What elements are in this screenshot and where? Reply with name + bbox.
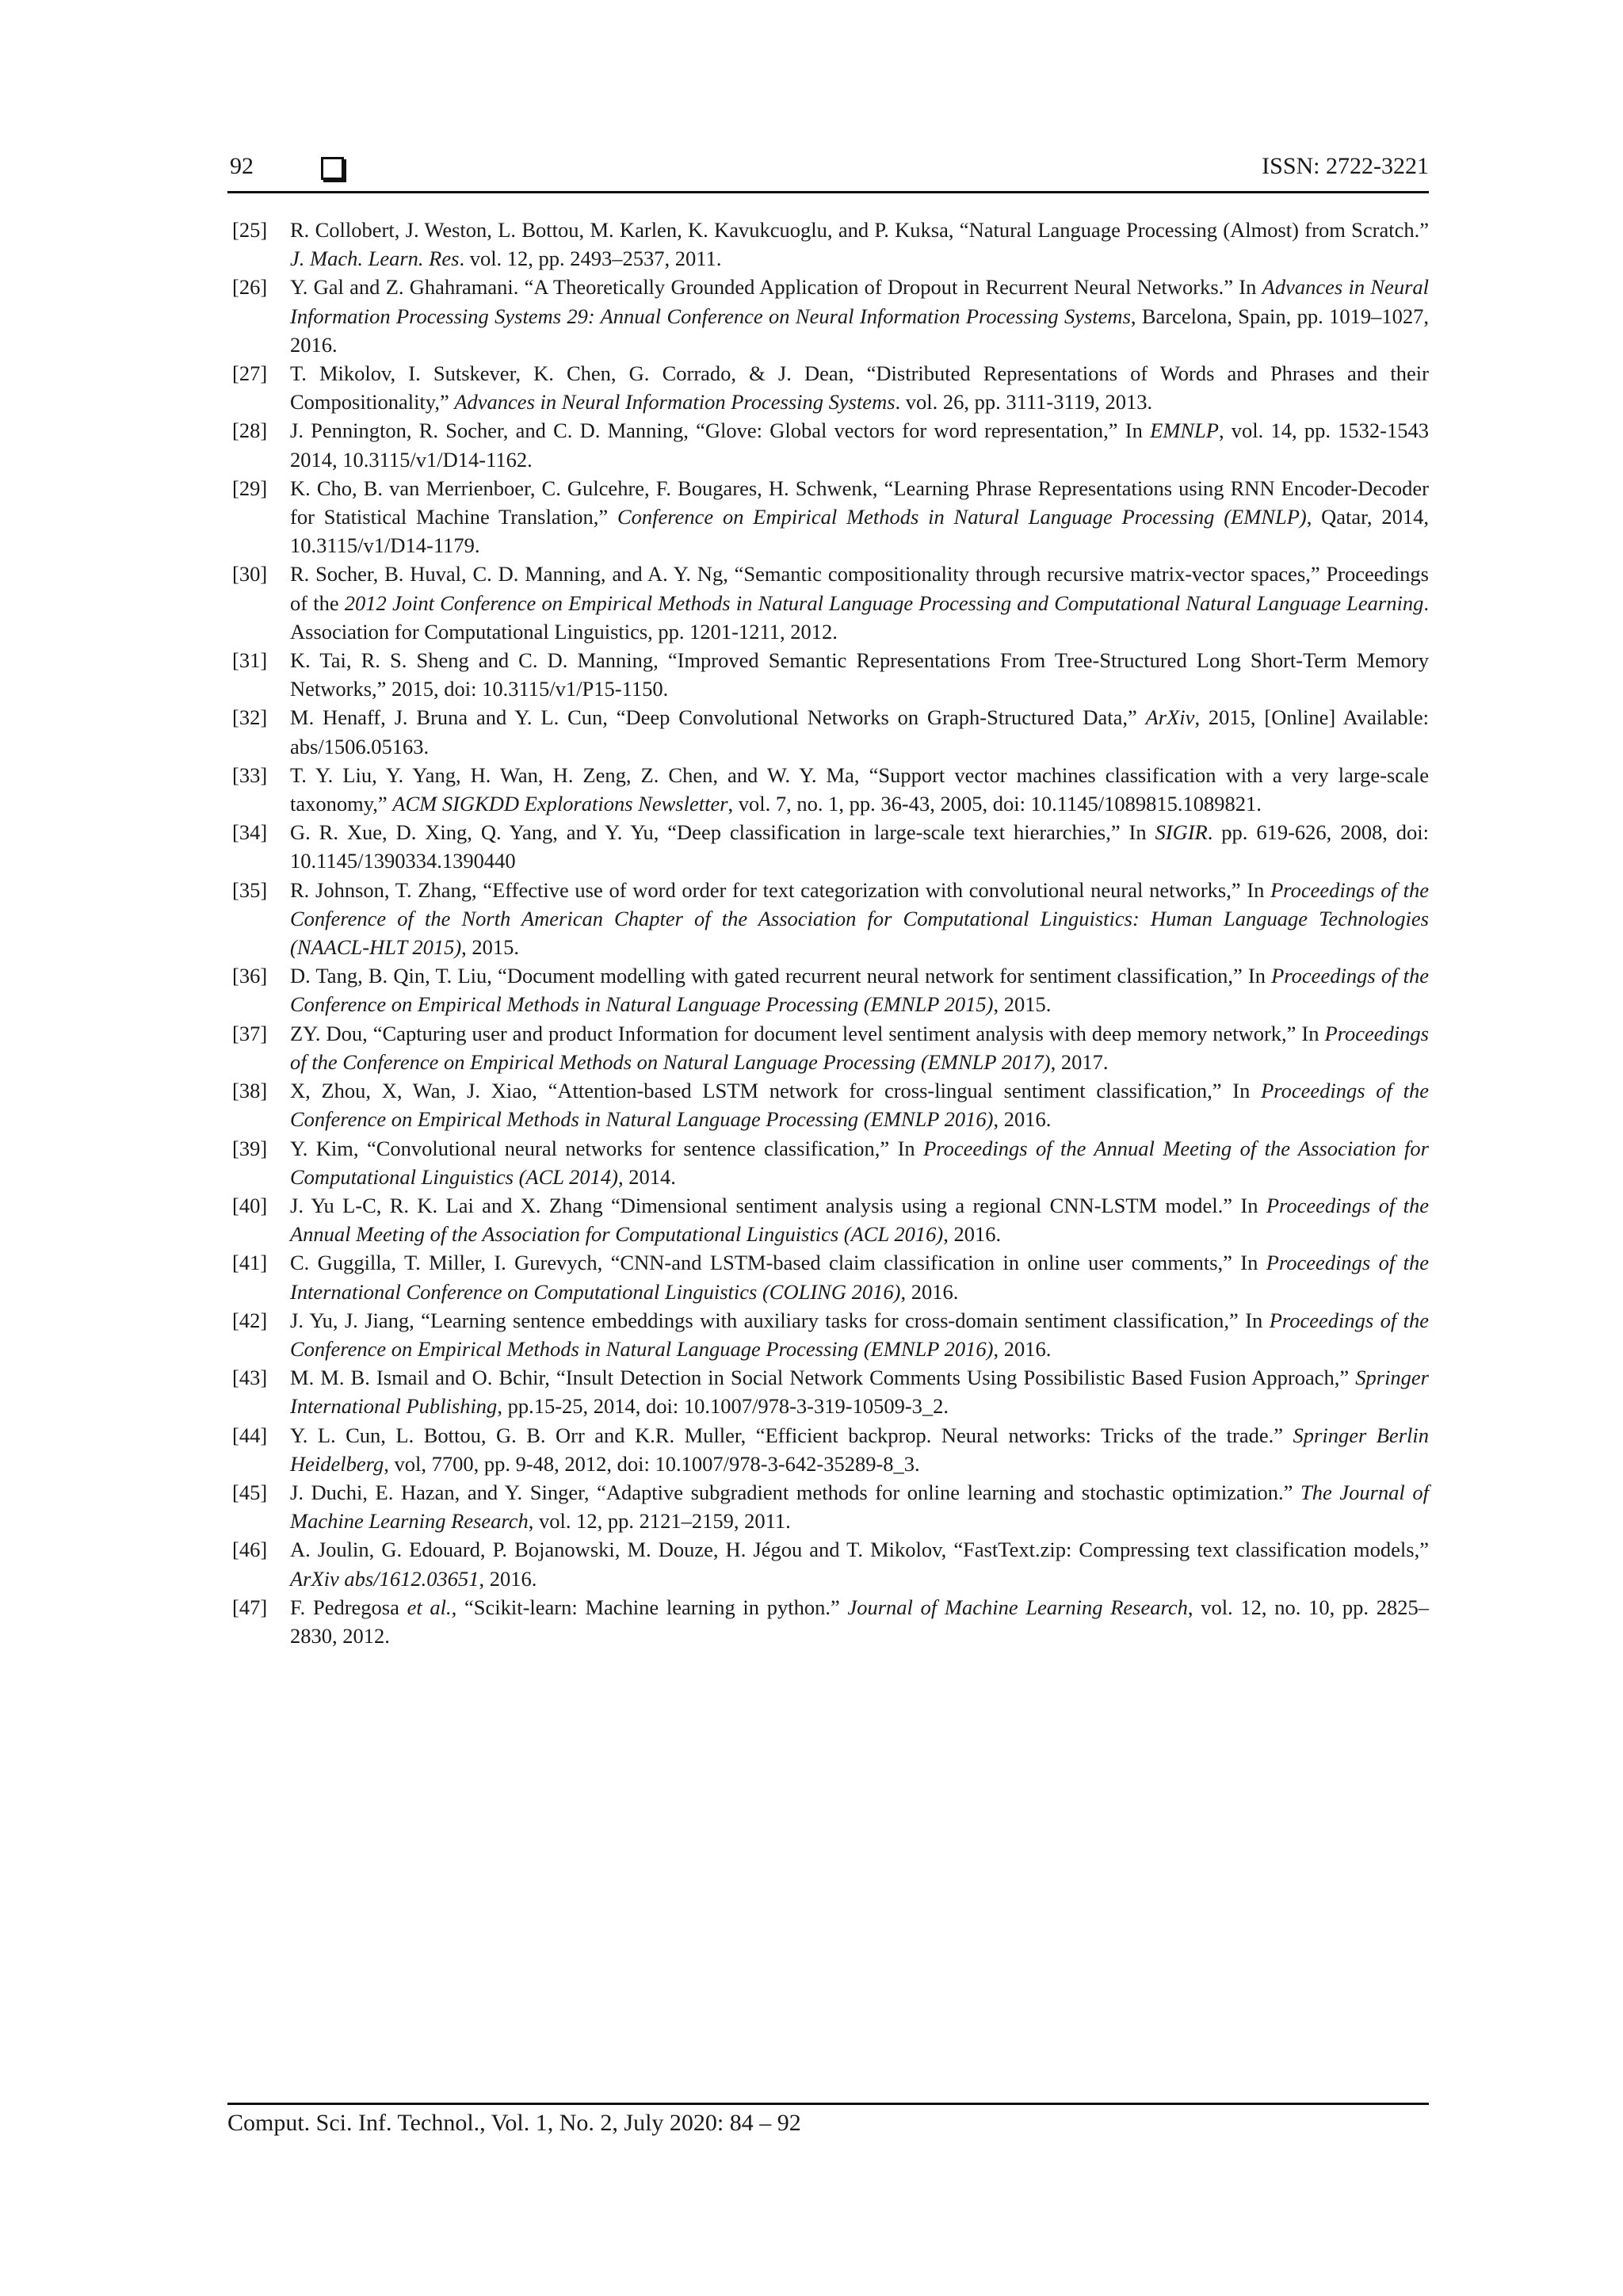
reference-number: [36] (232, 964, 268, 988)
reference-segment: T. Y. Liu, Y. Yang, H. Wan, H. Zeng, Z. Chen, and W. Y. Ma, “Support vector machines classification with a very large-scale taxonomy,” (290, 762, 1429, 816)
reference-segment: . pp. 619-626, 2008, doi: 10.1145/1390334.1390440 (290, 820, 1429, 873)
reference-italic-segment: Advances in Neural Information Processing Systems (454, 390, 896, 415)
reference-segment: , vol. 12, no. 10, pp. 2825–2830, 2012. (290, 1595, 1429, 1648)
reference-segment: J. Yu, J. Jiang, “Learning sentence embeddings with auxiliary tasks for cross-domain sentiment classification,” In (290, 1308, 1270, 1332)
reference-segment: , 2016. (993, 1336, 1052, 1361)
reference-number: [27] (232, 361, 268, 386)
reference-italic-segment: EMNLP (1150, 418, 1219, 443)
reference-text (290, 703, 1429, 760)
reference-italic-segment: Journal of Machine Learning Research (847, 1595, 1188, 1619)
reference-number: [28] (232, 418, 268, 443)
reference-segment: , vol. 14, pp. 1532-1543 2014, 10.3115/v1/D14-1162. (290, 418, 1430, 472)
reference-item (227, 474, 1429, 560)
reference-italic-segment: Proceedings of the Annual Meeting of the Association for Computational Linguistics (ACL 2014) (290, 1136, 1429, 1189)
reference-text (290, 761, 1429, 818)
reference-segment: , Barcelona, Spain, pp. 1019–1027, 2016. (290, 304, 1429, 357)
reference-item (227, 1535, 1429, 1592)
reference-italic-segment: The Journal of Machine Learning Research (290, 1480, 1429, 1534)
reference-text (290, 216, 1429, 273)
reference-text (290, 560, 1429, 646)
reference-text (290, 876, 1429, 962)
reference-segment: Y. Kim, “Convolutional neural networks for sentence classification,” In (290, 1136, 924, 1160)
reference-segment: F. Pedregosa (290, 1595, 407, 1619)
reference-segment: ZY. Dou, “Capturing user and product Information for document level sentiment analysis with deep memory network,” In (290, 1021, 1325, 1045)
reference-segment: , vol. 12, pp. 2121–2159, 2011. (528, 1509, 791, 1534)
reference-number: [44] (232, 1423, 268, 1447)
reference-segment: , 2017. (1050, 1049, 1109, 1074)
reference-item (227, 1421, 1429, 1478)
reference-segment: D. Tang, B. Qin, T. Liu, “Document modelling with gated recurrent neural network for sentiment classification,” In (290, 964, 1272, 988)
reference-segment: J. Yu L-C, R. K. Lai and X. Zhang “Dimensional sentiment analysis using a regional CNN-LSTM model.” In (290, 1193, 1266, 1217)
reference-segment: , 2015, [Online] Available: abs/1506.05163. (290, 705, 1429, 758)
reference-number: [41] (232, 1251, 268, 1275)
reference-text (290, 961, 1429, 1018)
reference-number: [43] (232, 1366, 268, 1390)
reference-segment: A. Joulin, G. Edouard, P. Bojanowski, M. Douze, H. Jégou and T. Mikolov, “FastText.zip: Compressing text classification models,” (290, 1538, 1429, 1562)
reference-text (290, 273, 1429, 359)
reference-italic-segment: 2012 Joint Conference on Empirical Methods in Natural Language Processing and Computational Natural Language Learning (344, 590, 1424, 615)
reference-number: [25] (232, 218, 268, 242)
reference-italic-segment: ACM SIGKDD Explorations Newsletter (392, 792, 728, 816)
reference-item (227, 961, 1429, 1018)
reference-segment: R. Collobert, J. Weston, L. Bottou, M. Karlen, K. Kavukcuoglu, and P. Kuksa, “Natural Language Processing (Almost) from Scratch.” (290, 218, 1429, 242)
reference-segment: R. Socher, B. Huval, C. D. Manning, and A. Y. Ng, “Semantic compositionality through recursive matrix-vector spaces,” Proceedings of the (290, 562, 1429, 615)
reference-text (290, 1306, 1429, 1363)
reference-text (290, 818, 1429, 875)
reference-segment: , vol, 7700, pp. 9-48, 2012, doi: 10.1007/978-3-642-35289-8_3. (384, 1451, 920, 1476)
reference-number: [30] (232, 562, 268, 586)
reference-number: [39] (232, 1136, 268, 1160)
reference-segment: . vol. 26, pp. 3111-3119, 2013. (895, 390, 1153, 415)
reference-segment: J. Pennington, R. Socher, and C. D. Manning, “Glove: Global vectors for word representation,” In (290, 418, 1151, 443)
reference-number: [32] (232, 705, 268, 730)
reference-number: [45] (232, 1480, 268, 1504)
reference-item (227, 416, 1429, 473)
reference-number: [33] (232, 762, 268, 787)
reference-text (290, 1363, 1429, 1420)
reference-segment: , 2015. (461, 935, 520, 960)
reference-italic-segment: Proceedings of the Conference on Empirical Methods in Natural Language Processing (EMNLP 2015) (290, 964, 1429, 1017)
reference-number: [37] (232, 1021, 268, 1045)
reference-item (227, 818, 1429, 875)
reference-segment: G. R. Xue, D. Xing, Q. Yang, and Y. Yu, “Deep classification in large-scale text hierarchies,” In (290, 820, 1155, 845)
reference-segment: C. Guggilla, T. Miller, I. Gurevych, “CNN-and LSTM-based claim classification in online user comments,” In (290, 1251, 1266, 1275)
reference-italic-segment: Proceedings of the Conference on Empirical Methods in Natural Language Processing (EMNLP 2016) (290, 1079, 1430, 1132)
reference-item (227, 1478, 1429, 1535)
page-footer (227, 2103, 1429, 2137)
reference-segment: K. Tai, R. S. Sheng and C. D. Manning, “Improved Semantic Representations From Tree-Structured Long Short-Term Memory Networks,” 2015, doi: 10.3115/v1/P15-1150. (290, 648, 1429, 701)
reference-number: [47] (232, 1595, 268, 1619)
reference-text (290, 1593, 1429, 1650)
reference-item (227, 1248, 1429, 1305)
reference-item (227, 761, 1429, 818)
reference-segment: . Association for Computational Linguistics, pp. 1201-1211, 2012. (290, 590, 1429, 644)
reference-segment: X, Zhou, X, Wan, J. Xiao, “Attention-based LSTM network for cross-lingual sentiment classification,” In (290, 1079, 1262, 1103)
reference-italic-segment: SIGIR (1155, 820, 1208, 845)
reference-italic-segment: Proceedings of the Conference on Empirical Methods in Natural Language Processing (EMNLP 2016) (290, 1308, 1429, 1361)
hollow-square-icon (321, 157, 344, 180)
reference-item (227, 1306, 1429, 1363)
reference-segment: Y. Gal and Z. Ghahramani. “A Theoretically Grounded Application of Dropout in Recurrent Neural Networks.” In (290, 275, 1262, 300)
reference-item (227, 1019, 1429, 1076)
reference-item (227, 646, 1429, 703)
reference-number: [29] (232, 476, 268, 500)
reference-segment: , 2016. (943, 1222, 1002, 1247)
page-number: 92 (230, 153, 254, 179)
reference-segment: , Qatar, 2014, 10.3115/v1/D14-1179. (290, 505, 1429, 558)
reference-italic-segment: Springer Berlin Heidelberg (290, 1423, 1429, 1476)
reference-text (290, 416, 1429, 473)
reference-text (290, 1478, 1429, 1535)
reference-segment: M. M. B. Ismail and O. Bchir, “Insult Detection in Social Network Comments Using Possibilistic Based Fusion Approach,” (290, 1366, 1356, 1390)
reference-number: [26] (232, 275, 268, 300)
reference-text (290, 1248, 1429, 1305)
reference-segment: J. Duchi, E. Hazan, and Y. Singer, “Adaptive subgradient methods for online learning and stochastic optimization.” (290, 1480, 1300, 1504)
reference-item (227, 703, 1429, 760)
reference-segment: Y. L. Cun, L. Bottou, G. B. Orr and K.R. Muller, “Efficient backprop. Neural networks: Tricks of the trade.” (290, 1423, 1293, 1447)
reference-italic-segment: Proceedings of the International Conference on Computational Linguistics (COLING 2016) (290, 1251, 1429, 1304)
reference-number: [34] (232, 820, 268, 845)
reference-number: [31] (232, 648, 268, 673)
reference-italic-segment: J. Mach. Learn. Res (290, 246, 460, 271)
reference-text (290, 1076, 1429, 1133)
reference-italic-segment: Advances in Neural Information Processing Systems 29: Annual Conference on Neural Information Processing Systems (290, 275, 1429, 328)
reference-item (227, 1593, 1429, 1650)
reference-italic-segment: ArXiv (1145, 705, 1195, 730)
reference-item (227, 273, 1429, 359)
reference-item (227, 1134, 1429, 1191)
reference-list (227, 216, 1429, 1650)
reference-italic-segment: ArXiv abs/1612.03651 (290, 1566, 479, 1591)
reference-text (290, 1191, 1429, 1248)
reference-italic-segment: Springer International Publishing (290, 1366, 1429, 1419)
reference-number: [35] (232, 877, 268, 902)
reference-text (290, 359, 1429, 416)
reference-item (227, 1191, 1429, 1248)
reference-item (227, 216, 1429, 273)
reference-item (227, 876, 1429, 962)
reference-item (227, 560, 1429, 646)
reference-text (290, 1421, 1429, 1478)
reference-number: [46] (232, 1538, 268, 1562)
reference-segment: . vol. 12, pp. 2493–2537, 2011. (459, 246, 722, 271)
reference-segment: T. Mikolov, I. Sutskever, K. Chen, G. Corrado, & J. Dean, “Distributed Representations of Words and Phrases and their Compositionality,” (290, 361, 1429, 415)
reference-number: [40] (232, 1193, 268, 1217)
journal-citation: Comput. Sci. Inf. Technol., Vol. 1, No. 2, July 2020: 84 – 92 (227, 2110, 801, 2136)
reference-segment: R. Johnson, T. Zhang, “Effective use of word order for text categorization with convolutional neural networks,” In (290, 877, 1271, 902)
reference-segment: K. Cho, B. van Merrienboer, C. Gulcehre, F. Bougares, H. Schwenk, “Learning Phrase Representations using RNN Encoder-Decoder for Statistical Machine Translation,” (290, 476, 1429, 529)
reference-italic-segment: Proceedings of the Conference of the North American Chapter of the Association for Computational Linguistics: Human Language Technologies (NAACL-HLT 2015) (290, 877, 1429, 960)
reference-segment: , 2016. (479, 1566, 537, 1591)
reference-item (227, 1076, 1429, 1133)
reference-text (290, 1535, 1429, 1592)
reference-item (227, 359, 1429, 416)
page-header (227, 153, 1429, 193)
reference-segment: “Scikit-learn: Machine learning in python.” (456, 1595, 848, 1619)
reference-segment: , vol. 7, no. 1, pp. 36-43, 2005, doi: 10.1145/1089815.1089821. (727, 792, 1262, 816)
reference-segment: M. Henaff, J. Bruna and Y. L. Cun, “Deep Convolutional Networks on Graph-Structured Data,” (290, 705, 1146, 730)
reference-text (290, 1134, 1429, 1191)
reference-number: [38] (232, 1079, 268, 1103)
issn-label: ISSN: 2722-3221 (1262, 153, 1429, 179)
reference-italic-segment: et al., (407, 1595, 457, 1619)
reference-italic-segment: Proceedings of the Annual Meeting of the Association for Computational Linguistics (ACL 2016) (290, 1193, 1430, 1247)
reference-italic-segment: Conference on Empirical Methods in Natural Language Processing (EMNLP) (617, 505, 1307, 529)
reference-segment: , 2016. (993, 1107, 1052, 1132)
reference-segment: , 2014. (618, 1164, 676, 1189)
reference-segment: , pp.15-25, 2014, doi: 10.1007/978-3-319-10509-3_2. (497, 1394, 949, 1419)
reference-segment: , 2015. (993, 992, 1052, 1017)
reference-italic-segment: Proceedings of the Conference on Empirical Methods on Natural Language Processing (EMNLP 2017) (290, 1021, 1429, 1074)
reference-text (290, 1019, 1429, 1076)
reference-text (290, 646, 1429, 703)
reference-item (227, 1363, 1429, 1420)
reference-number: [42] (232, 1308, 268, 1332)
reference-text (290, 474, 1429, 560)
reference-segment: , 2016. (900, 1279, 959, 1304)
